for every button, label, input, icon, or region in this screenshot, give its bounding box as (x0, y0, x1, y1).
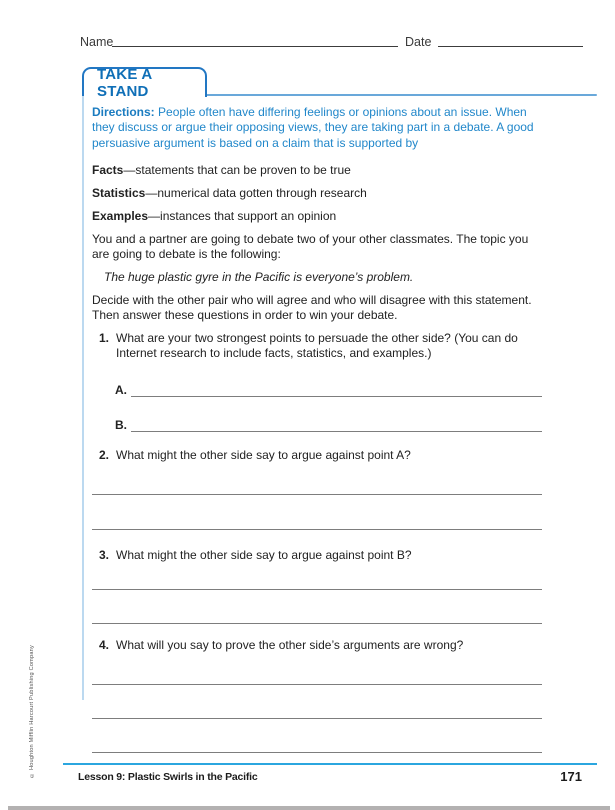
question-3 (99, 548, 542, 563)
footer-lesson-title: Lesson 9: Plastic Swirls in the Pacific (78, 771, 258, 783)
question-4-number: 4. (99, 638, 110, 652)
page-edge-shadow (8, 806, 610, 810)
copyright-notice: © Houghton Mifflin Harcourt Publishing Company (29, 645, 35, 778)
question-3-answer-line-1[interactable] (92, 589, 542, 590)
question-2-answer-line-2[interactable] (92, 529, 542, 530)
answer-b-line[interactable] (131, 431, 542, 432)
directions-paragraph (92, 105, 544, 151)
question-4-answer-line-2[interactable] (92, 718, 542, 719)
question-4-answer-line-1[interactable] (92, 684, 542, 685)
facts-definition: —statements that can be proven to be true (123, 163, 351, 177)
question-2 (99, 448, 542, 463)
question-2-answer-line-1[interactable] (92, 494, 542, 495)
question-4-text: What will you say to prove the other side’s arguments are wrong? (116, 638, 464, 652)
directions-label: Directions: (92, 105, 155, 119)
examples-term: Examples (92, 209, 149, 223)
question-3-text: What might the other side say to argue against point B? (116, 548, 412, 562)
date-input-line[interactable] (438, 46, 583, 47)
question-1-number: 1. (99, 331, 110, 345)
tab-top-rule (207, 94, 597, 96)
name-input-line[interactable] (112, 46, 398, 47)
definition-facts (92, 163, 552, 178)
question-2-number: 2. (99, 448, 110, 462)
question-1 (99, 331, 542, 362)
answer-a-label: A. (115, 383, 127, 397)
question-2-text: What might the other side say to argue against point A? (116, 448, 411, 462)
instructions-paragraph: Decide with the other pair who will agree and who will disagree with this statement. Then answer these questions in order to win your debate. (92, 293, 532, 323)
examples-definition: —instances that support an opinion (148, 209, 337, 223)
page-title: TAKE A STAND (97, 66, 152, 100)
answer-b-label: B. (115, 418, 127, 432)
definition-statistics (92, 186, 552, 201)
directions-text: People often have differing feelings or opinions about an issue. When they discuss or argue their opposing views, they are taking part in a debate. A good persuasive argument is based on a claim that is supported by (92, 105, 534, 150)
statistics-term: Statistics (92, 186, 146, 200)
statistics-definition: —numerical data gotten through research (145, 186, 367, 200)
footer-rule (63, 763, 597, 765)
question-4-answer-line-3[interactable] (92, 752, 542, 753)
debate-topic: The huge plastic gyre in the Pacific is everyone’s problem. (104, 270, 414, 284)
question-1-text: What are your two strongest points to persuade the other side? (You can do Internet research to include facts, statistics, and examples.) (116, 331, 518, 361)
definition-examples (92, 209, 552, 224)
take-a-stand-tab (82, 66, 207, 100)
footer-page-number: 171 (560, 769, 582, 784)
question-3-number: 3. (99, 548, 110, 562)
intro-paragraph: You and a partner are going to debate two of your other classmates. The topic you are going to debate is the following: (92, 232, 529, 262)
name-label: Name (80, 35, 114, 49)
question-4 (99, 638, 542, 653)
content-left-rule (82, 96, 84, 700)
question-3-answer-line-2[interactable] (92, 623, 542, 624)
facts-term: Facts (92, 163, 124, 177)
answer-a-line[interactable] (131, 396, 542, 397)
date-label: Date (405, 35, 432, 49)
